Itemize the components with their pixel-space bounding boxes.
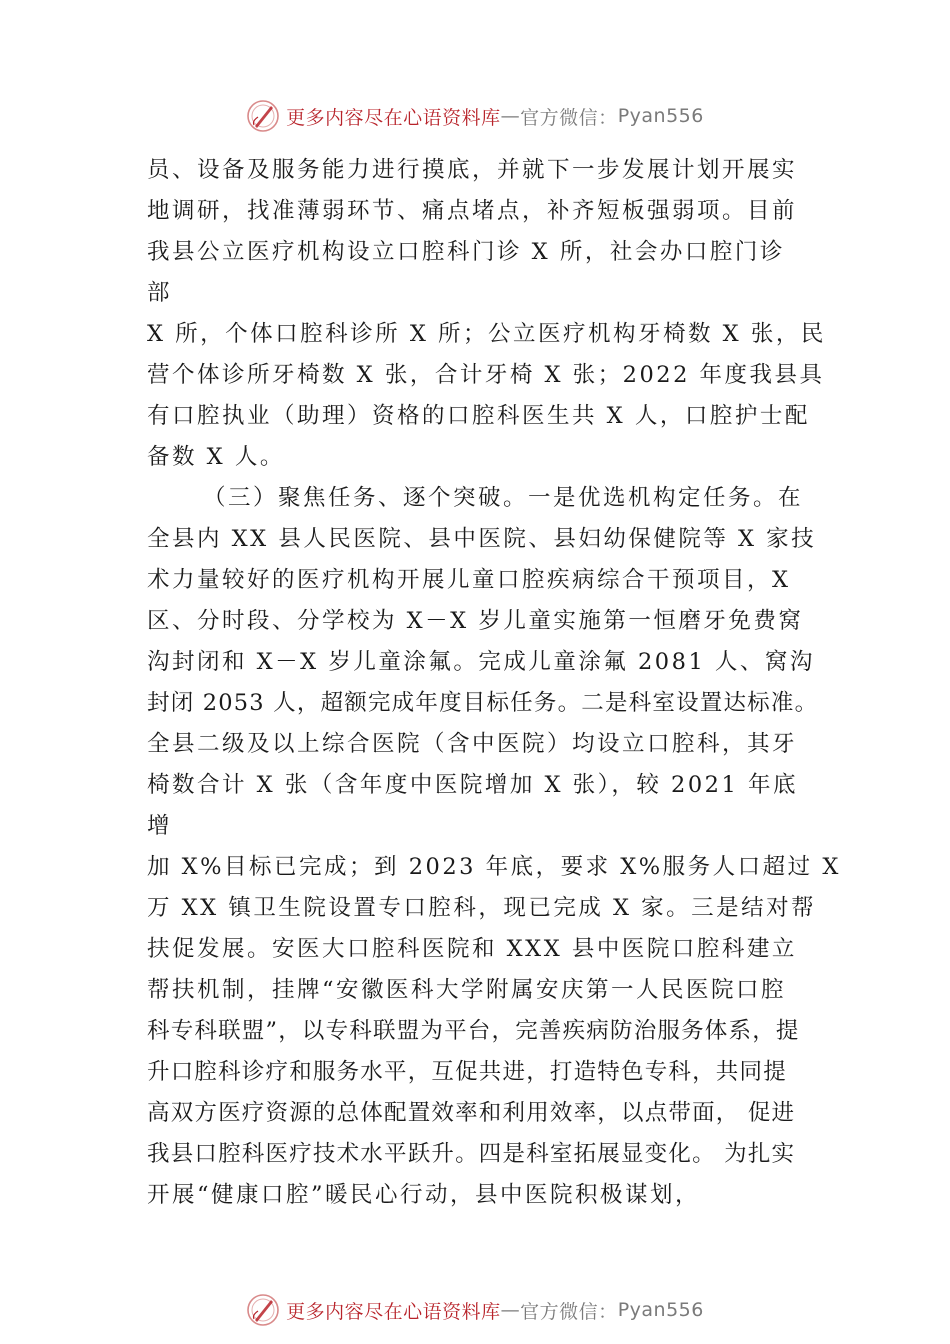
text-line: 区、分时段、分学校为 X－X 岁儿童实施第一恒磨牙免费窝 [147,608,804,634]
header-banner [0,96,950,136]
text-line: 扶促发展。安医大口腔科医院和 XXX 县中医院口腔科建立 [147,936,797,962]
text-line: 有口腔执业（助理）资格的口腔科医生共 X 人，口腔护士配 [147,403,810,429]
text-line: 员、设备及服务能力进行摸底，并就下一步发展计划开展实 [147,157,798,183]
banner-wechat-id: Pyan556 [617,105,704,127]
text-line: 我县口腔科医疗技术水平跃升。四是科室拓展显变化。 为扎实 [147,1141,796,1167]
footer-banner-dash: — [500,1299,521,1321]
banner-title: 更多内容尽在心语资料库 [286,106,501,129]
text-line: 高双方医疗资源的总体配置效率和利用效率，以点带面， 促进 [147,1100,796,1126]
text-line: 开展“健康口腔”暖民心行动，县中医院积极谋划， [147,1182,701,1208]
section-heading-line: （三）聚焦任务、逐个突破。一是优选机构定任务。在 [203,485,804,511]
text-line: 备数 X 人。 [147,444,285,470]
text-line: 升口腔科诊疗和服务水平，互促共进，打造特色专科，共同提 [147,1059,787,1085]
banner-dash: — [500,105,521,127]
footer-banner-wechat-label: 官方微信： [520,1300,618,1323]
text-line: 加 X%目标已完成；到 2023 年底，要求 X%服务人口超过 X [147,854,841,880]
text-line: 我县公立医疗机构设立口腔科门诊 X 所，社会办口腔门诊 [147,239,785,265]
text-line: 全县二级及以上综合医院（含中医院）均设立口腔科，其牙 [147,731,798,757]
text-line: 帮扶机制，挂牌“安徽医科大学附属安庆第一人民医院口腔 [147,977,787,1003]
text-line: 沟封闭和 X－X 岁儿童涂氟。完成儿童涂氟 2081 人、窝沟 [147,649,815,675]
quill-logo-icon [246,1293,280,1327]
document-body [147,150,841,1216]
quill-logo-icon [246,99,280,133]
text-line: 部 [147,280,173,306]
footer-banner-wechat-id: Pyan556 [617,1299,704,1321]
text-line: 营个体诊所牙椅数 X 张，合计牙椅 X 张；2022 年度我县具 [147,362,825,388]
text-line: 椅数合计 X 张（含年度中医院增加 X 张），较 2021 年底 [147,772,798,798]
text-line: 术力量较好的医疗机构开展儿童口腔疾病综合干预项目，X [147,567,791,593]
footer-banner-title: 更多内容尽在心语资料库 [286,1300,501,1323]
text-line: X 所，个体口腔科诊所 X 所；公立医疗机构牙椅数 X 张，民 [147,321,826,347]
text-line: 地调研，找准薄弱环节、痛点堵点，补齐短板强弱项。目前 [147,198,798,224]
text-line: 万 XX 镇卫生院设置专口腔科，现已完成 X 家。三是结对帮 [147,895,817,921]
banner-wechat-label: 官方微信： [520,106,618,129]
text-line: 增 [147,813,173,839]
text-line: 科专科联盟”，以专科联盟为平台，完善疾病防治服务体系，提 [147,1018,800,1044]
text-line: 封闭 2053 人，超额完成年度目标任务。二是科室设置达标准。 [147,690,819,716]
footer-banner [0,1290,950,1330]
text-line: 全县内 XX 县人民医院、县中医院、县妇幼保健院等 X 家技 [147,526,817,552]
